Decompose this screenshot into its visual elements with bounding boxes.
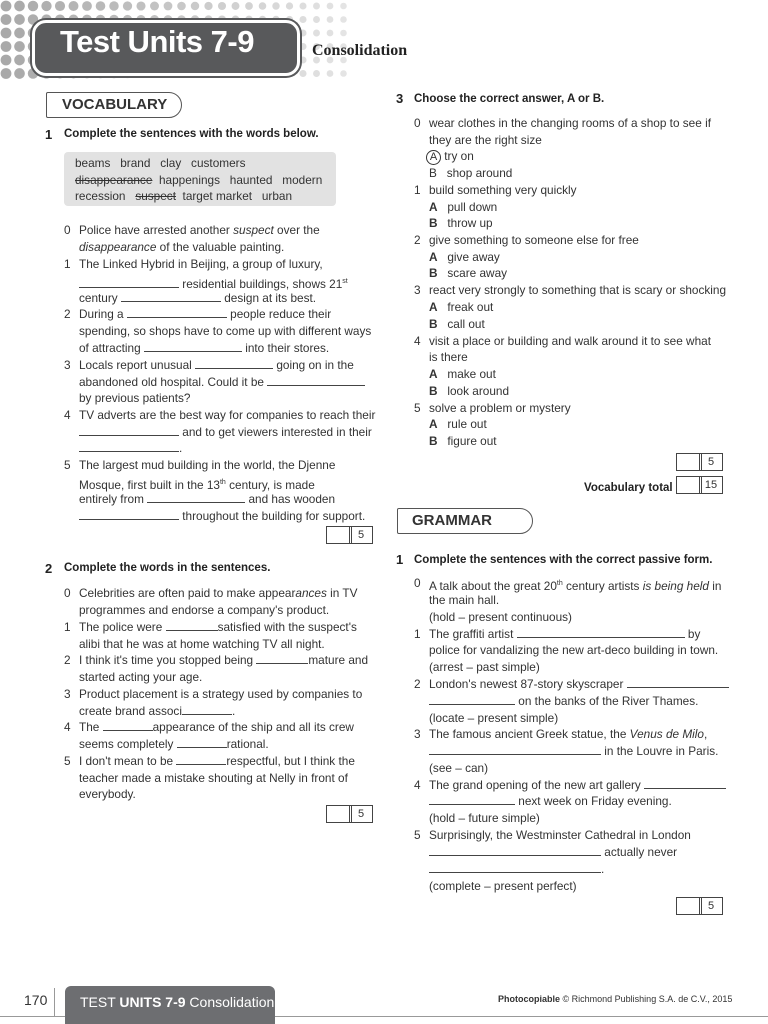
decor-dot xyxy=(299,70,306,77)
answer-blank[interactable] xyxy=(121,291,221,302)
q3-item-1: build something very quickly xyxy=(429,183,577,197)
decor-dot xyxy=(245,2,253,10)
answer-blank[interactable] xyxy=(195,358,273,369)
decor-dot xyxy=(14,55,25,66)
g1-item-2-hint: (locate – present simple) xyxy=(429,711,559,725)
q3-item-4-line-2: is there xyxy=(429,350,468,364)
g1-item-5-hint: (complete – present perfect) xyxy=(429,879,577,893)
decor-dot xyxy=(14,41,25,52)
decor-dot xyxy=(177,2,186,11)
item-number: 3 xyxy=(414,727,421,741)
answer-blank[interactable] xyxy=(147,492,245,503)
decor-dot xyxy=(123,1,132,10)
decor-dot xyxy=(286,2,293,9)
q3-item-4-option-a[interactable]: A make out xyxy=(429,367,496,381)
decor-dot xyxy=(299,56,306,63)
q2-item-1-line-2: alibi that he was at home watching TV all night. xyxy=(79,637,325,651)
page-title: Test Units 7-9 xyxy=(60,24,254,59)
item-number: 1 xyxy=(64,257,71,271)
item-number: 2 xyxy=(64,653,71,667)
page-number: 170 xyxy=(24,992,48,1008)
decor-dot xyxy=(14,68,25,79)
answer-blank[interactable] xyxy=(256,653,308,664)
answer-blank[interactable] xyxy=(177,737,227,748)
decor-dot xyxy=(55,1,65,11)
q2-item-5-line-1: I don't mean to be respectful, but I think the xyxy=(79,754,355,768)
q1-item-4-line-1: TV adverts are the best way for companies to reach their xyxy=(79,408,376,422)
decor-dot xyxy=(1,1,12,12)
q2-item-0-line-2: programmes and endorse a company's product. xyxy=(79,603,330,617)
item-number: 1 xyxy=(414,627,421,641)
g1-item-4-hint: (hold – future simple) xyxy=(429,811,540,825)
answer-blank[interactable] xyxy=(79,441,179,452)
decor-dot xyxy=(109,1,118,10)
decor-dot xyxy=(1,14,12,25)
item-number: 0 xyxy=(64,223,71,237)
decor-dot xyxy=(204,2,212,10)
item-number: 4 xyxy=(414,778,421,792)
item-number: 5 xyxy=(64,754,71,768)
item-number: 0 xyxy=(414,116,421,130)
item-number: 5 xyxy=(414,401,421,415)
answer-blank[interactable] xyxy=(176,754,226,765)
decor-dot xyxy=(272,2,279,9)
answer-blank[interactable] xyxy=(267,375,365,386)
decor-dot xyxy=(14,28,25,39)
decor-dot xyxy=(28,1,38,11)
q1-item-2-line-3: of attracting into their stores. xyxy=(79,341,330,355)
item-number: 4 xyxy=(64,720,71,734)
q1-item-5-line-4: throughout the building for support. xyxy=(79,508,365,525)
item-number: 1 xyxy=(64,620,71,634)
g1-item-5-line-3: . xyxy=(429,861,604,878)
score-box: 5 xyxy=(349,526,373,544)
q1-item-2-line-2: spending, so shops have to come up with different ways xyxy=(79,324,372,338)
q3-item-5-option-a[interactable]: A rule out xyxy=(429,417,487,431)
item-number: 0 xyxy=(414,576,421,590)
item-number: 3 xyxy=(64,687,71,701)
q2-item-4-line-2: seems completely rational. xyxy=(79,737,269,751)
answer-blank[interactable] xyxy=(429,744,601,755)
vocabulary-heading: VOCABULARY xyxy=(62,96,168,113)
decor-dot xyxy=(1,68,12,79)
q1-item-3-line-3: by previous patients? xyxy=(79,391,191,405)
q2-item-4-line-1: The appearance of the ship and all its crew xyxy=(79,720,354,734)
q1-item-5-line-1: The largest mud building in the world, the Djenne xyxy=(79,458,336,472)
item-number: 2 xyxy=(414,677,421,691)
answer-blank[interactable] xyxy=(127,307,227,318)
q2-item-0-line-1: Celebrities are often paid to make appearances in TV xyxy=(79,586,358,600)
q1-item-3-line-2: abandoned old hospital. Could it be xyxy=(79,374,365,391)
vocabulary-total-score: 15 xyxy=(699,476,723,494)
answer-blank[interactable] xyxy=(182,704,232,715)
q1-item-5-line-3: entirely from and has wooden xyxy=(79,492,336,506)
q1-item-4-line-2: and to get viewers interested in their xyxy=(79,424,372,441)
q3-item-5: solve a problem or mystery xyxy=(429,401,571,415)
answer-blank[interactable] xyxy=(429,794,515,805)
decor-dot xyxy=(14,1,25,12)
decor-dot xyxy=(150,2,159,11)
q1-item-1-line-3: century design at its best. xyxy=(79,291,317,305)
g1-item-5-line-1: Surprisingly, the Westminster Cathedral in London xyxy=(429,828,691,842)
q3-item-4-option-b[interactable]: B look around xyxy=(429,384,510,398)
q3-item-3: react very strongly to something that is scary or shocking xyxy=(429,283,727,297)
score-box: 5 xyxy=(349,805,373,823)
answer-blank[interactable] xyxy=(79,509,179,520)
q3-item-0-line-2: they are the right size xyxy=(429,133,542,147)
decor-dot xyxy=(340,3,347,10)
vocabulary-total-label: Vocabulary total xyxy=(584,482,673,494)
decor-dot xyxy=(1,41,12,52)
answer-blank[interactable] xyxy=(103,720,153,731)
item-number: 0 xyxy=(64,586,71,600)
g1-number: 1 xyxy=(396,552,404,567)
q1-item-1-line-2: residential buildings, shows 21st xyxy=(79,273,348,293)
q2-item-2-line-1: I think it's time you stopped being mature and xyxy=(79,653,369,667)
q2-instruction: Complete the words in the sentences. xyxy=(64,562,271,574)
q1-item-5-line-2: Mosque, first built in the 13th century, is made xyxy=(79,477,315,492)
item-number: 2 xyxy=(414,233,421,247)
decor-dot xyxy=(299,43,306,50)
g1-item-0-line-2: the main hall. xyxy=(429,593,500,607)
g1-item-2-line-1: London's newest 87-story skyscraper xyxy=(429,676,729,693)
answer-blank[interactable] xyxy=(627,677,729,688)
decor-dot xyxy=(327,70,334,77)
g1-item-1-line-2: police for vandalizing the new art-deco building in town. xyxy=(429,643,719,657)
struck-word: disappearance xyxy=(75,173,153,187)
q2-item-3-line-2: create brand associ . xyxy=(79,704,236,718)
decor-dot xyxy=(313,70,320,77)
q2-item-5-line-3: everybody. xyxy=(79,787,136,801)
g1-item-3-hint: (see – can) xyxy=(429,761,489,775)
decor-dot xyxy=(218,2,226,10)
struck-word: suspect xyxy=(135,189,176,203)
g1-item-2-line-2: on the banks of the River Thames. xyxy=(429,693,698,710)
g1-item-0-line-1: A talk about the great 20th century artists is being held in xyxy=(429,578,722,593)
decor-dot xyxy=(191,2,199,10)
decor-dot xyxy=(41,1,51,11)
item-number: 4 xyxy=(414,334,421,348)
decor-dot xyxy=(299,29,306,36)
g1-item-3-line-1: The famous ancient Greek statue, the Venus de Milo, xyxy=(429,727,708,741)
answer-blank[interactable] xyxy=(144,341,242,352)
decor-dot xyxy=(299,16,306,23)
answer-blank[interactable] xyxy=(517,627,685,638)
item-number: 3 xyxy=(414,283,421,297)
item-number: 2 xyxy=(64,307,71,321)
decor-dot xyxy=(340,70,347,77)
decor-dot xyxy=(327,3,334,10)
q2-number: 2 xyxy=(45,561,53,576)
q3-item-2: give something to someone else for free xyxy=(429,233,639,247)
q3-number: 3 xyxy=(396,91,404,106)
copyright-notice: Photocopiable © Richmond Publishing S.A. de C.V., 2015 xyxy=(498,994,733,1004)
g1-item-3-line-2: in the Louvre in Paris. xyxy=(429,743,718,760)
answer-blank[interactable] xyxy=(79,425,179,436)
answer-blank[interactable] xyxy=(429,845,601,856)
item-number: 5 xyxy=(64,458,71,472)
decor-dot xyxy=(313,16,320,23)
decor-dot xyxy=(327,30,334,37)
q1-item-4-line-3: . xyxy=(79,440,182,457)
word-bank-line-2: disappearance happenings haunted modern xyxy=(75,173,323,187)
q3-item-3-option-a[interactable]: A freak out xyxy=(429,300,494,314)
q1-instruction: Complete the sentences with the words below. xyxy=(64,128,319,140)
circled-answer-a: A xyxy=(426,150,441,165)
decor-dot xyxy=(82,1,92,11)
q2-item-2-line-2: started acting your age. xyxy=(79,670,203,684)
answer-blank[interactable] xyxy=(644,778,726,789)
decor-dot xyxy=(14,14,25,25)
q3-item-4-line-1: visit a place or building and walk around it to see what xyxy=(429,334,711,348)
q2-item-1-line-1: The police were satisfied with the suspect's xyxy=(79,620,357,634)
item-number: 4 xyxy=(64,408,71,422)
g1-instruction: Complete the sentences with the correct passive form. xyxy=(414,554,713,566)
footer-title: TEST UNITS 7-9 Consolidation xyxy=(80,994,275,1010)
g1-item-1-hint: (arrest – past simple) xyxy=(429,660,540,674)
q3-item-0-line-1: wear clothes in the changing rooms of a shop to see if xyxy=(429,116,711,130)
item-number: 1 xyxy=(414,183,421,197)
decor-dot xyxy=(313,30,320,37)
q3-item-1-option-a[interactable]: A pull down xyxy=(429,200,498,214)
q1-item-1-line-1: The Linked Hybrid in Beijing, a group of luxury, xyxy=(79,257,323,271)
decor-dot xyxy=(1,55,12,66)
answer-blank[interactable] xyxy=(79,277,179,288)
q3-item-0-option-a: A try on xyxy=(426,148,474,165)
decor-dot xyxy=(164,2,173,11)
g1-item-0-hint: (hold – present continuous) xyxy=(429,610,572,624)
item-number: 3 xyxy=(64,358,71,372)
decor-dot xyxy=(313,3,320,10)
decor-dot xyxy=(69,1,79,11)
q2-item-3-line-1: Product placement is a strategy used by companies to xyxy=(79,687,363,701)
q3-item-3-option-b[interactable]: B call out xyxy=(429,317,485,331)
decor-dot xyxy=(136,1,145,10)
q3-item-5-option-b[interactable]: B figure out xyxy=(429,434,497,448)
q3-item-2-option-a[interactable]: A give away xyxy=(429,250,500,264)
word-bank-line-1: beams brand clay customers xyxy=(75,156,246,170)
answer-blank[interactable] xyxy=(429,694,515,705)
decor-dot xyxy=(340,30,347,37)
page-number-divider xyxy=(54,988,55,1016)
decor-dot xyxy=(259,2,267,10)
g1-item-4-line-1: The grand opening of the new art gallery xyxy=(429,777,726,794)
q3-item-2-option-b[interactable]: B scare away xyxy=(429,266,508,280)
decor-dot xyxy=(96,1,106,11)
grammar-heading: GRAMMAR xyxy=(412,512,492,529)
answer-blank[interactable] xyxy=(166,620,218,631)
item-number: 5 xyxy=(414,828,421,842)
q3-instruction: Choose the correct answer, A or B. xyxy=(414,93,605,105)
page-subtitle: Consolidation xyxy=(312,42,408,59)
q3-item-0-option-b: B shop around xyxy=(429,166,513,180)
q1-number: 1 xyxy=(45,127,53,142)
score-box: 5 xyxy=(699,453,723,471)
decor-dot xyxy=(340,16,347,23)
q1-item-3-line-1: Locals report unusual going on in the xyxy=(79,358,354,372)
decor-dot xyxy=(1,28,12,39)
decor-dot xyxy=(327,16,334,23)
g1-item-4-line-2: next week on Friday evening. xyxy=(429,793,672,810)
score-box: 5 xyxy=(699,897,723,915)
g1-item-5-line-2: actually never xyxy=(429,844,677,861)
decor-dot xyxy=(232,2,240,10)
q3-item-1-option-b[interactable]: B throw up xyxy=(429,216,493,230)
decor-dot xyxy=(299,2,306,9)
q1-item-0-line-1: Police have arrested another suspect over the xyxy=(79,223,320,237)
word-bank-line-3: recession suspect target market urban xyxy=(75,189,293,203)
g1-item-1-line-1: The graffiti artist by xyxy=(429,627,701,641)
q1-item-2-line-1: During a people reduce their xyxy=(79,307,332,321)
q2-item-5-line-2: teacher made a mistake shouting at Nelly in front of xyxy=(79,771,348,785)
q1-item-0-line-2: disappearance of the valuable painting. xyxy=(79,240,285,254)
answer-blank[interactable] xyxy=(429,862,601,873)
